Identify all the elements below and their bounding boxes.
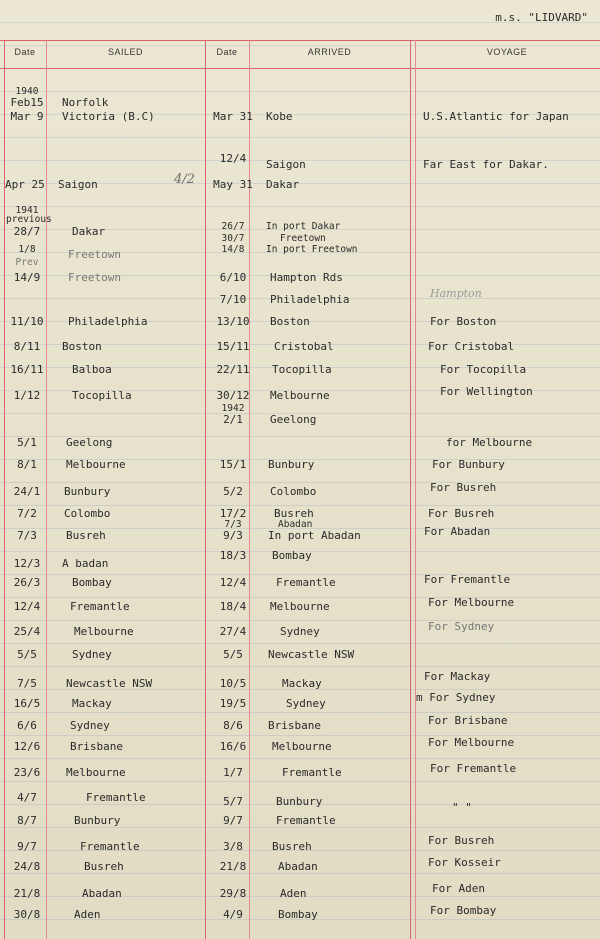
sailed-port: Fremantle	[86, 791, 146, 804]
table-row	[0, 625, 600, 645]
arrived-date: 12/4	[219, 152, 247, 165]
arrived-port: Cristobal	[274, 340, 334, 353]
arrived-port: Sydney	[286, 697, 326, 710]
arrived-port: Aden	[280, 887, 307, 900]
table-row	[0, 766, 600, 786]
arrived-port: In port Abadan	[268, 529, 361, 542]
sailed-port: Victoria (B.C)	[62, 110, 155, 123]
sailed-date: Feb15	[10, 96, 44, 109]
arrived-date: 6/10	[219, 271, 247, 284]
arrived-date: 7/3	[224, 519, 242, 530]
table-row	[0, 293, 600, 313]
sailed-date: 30/8	[13, 908, 41, 921]
sailed-date: 1/12	[13, 389, 41, 402]
arrived-date: 9/3	[223, 529, 243, 542]
arrived-date: 1/7	[223, 766, 243, 779]
arrived-date: Mar 31	[213, 110, 253, 123]
arrived-date: 13/10	[216, 315, 250, 328]
arrived-port: Newcastle NSW	[268, 648, 355, 661]
arrived-port: Hampton Rds	[270, 271, 343, 284]
sailed-port: Freetown	[68, 248, 121, 261]
sailed-date: 4/7	[17, 791, 37, 804]
voyage: For Boston	[430, 315, 497, 328]
voyage: Far East for Dakar.	[423, 158, 549, 171]
arrived-date: 19/5	[219, 697, 247, 710]
voyage: For Brisbane	[428, 714, 508, 727]
voyage: For Busreh	[428, 507, 495, 520]
table-row	[0, 413, 600, 433]
sailed-port: Bunbury	[74, 814, 121, 827]
voyage: For Kosseir	[428, 856, 501, 869]
sailed-port: Busreh	[84, 860, 124, 873]
sailed-date: 28/7	[13, 225, 41, 238]
table-row	[0, 860, 600, 880]
arrived-port: Abadan	[278, 519, 313, 530]
arrived-date: 22/11	[216, 363, 250, 376]
sailed-date: 12/4	[13, 600, 41, 613]
voyage: For Melbourne	[428, 596, 515, 609]
arrived-date: 15/11	[216, 340, 250, 353]
sailed-port: A badan	[62, 557, 109, 570]
arrived-date: 2/1	[223, 413, 243, 426]
sailed-port: Saigon	[58, 178, 98, 191]
sailed-date: 9/7	[17, 840, 37, 853]
arrived-port: Melbourne	[272, 740, 332, 753]
arrived-port: Colombo	[270, 485, 317, 498]
arrived-port: Busreh	[274, 507, 314, 520]
arrived-port: In port Freetown	[266, 244, 358, 255]
table-row	[0, 576, 600, 596]
arrived-date: 16/6	[219, 740, 247, 753]
arrived-port: Dakar	[266, 178, 300, 191]
arrived-date: 30/7	[221, 233, 245, 244]
voyage: U.S.Atlantic for Japan	[423, 110, 569, 123]
voyage: For Mackay	[424, 670, 491, 683]
voyage: For Busreh	[430, 481, 497, 494]
arrived-port: Abadan	[278, 860, 318, 873]
arrived-port: Sydney	[280, 625, 320, 638]
voyage: For Bunbury	[432, 458, 505, 471]
sailed-date: 24/8	[13, 860, 41, 873]
arrived-date: 17/2	[219, 507, 247, 520]
arrived-port: Brisbane	[268, 719, 321, 732]
table-row	[0, 529, 600, 549]
sailed-port: Melbourne	[74, 625, 134, 638]
sailed-port: Melbourne	[66, 458, 126, 471]
arrived-port: Philadelphia	[270, 293, 350, 306]
table-row	[0, 340, 600, 360]
arrived-date: 18/3	[219, 549, 247, 562]
sailed-date: 16/5	[13, 697, 41, 710]
arrived-port: Bombay	[272, 549, 312, 562]
voyage: For Bombay	[430, 904, 497, 917]
sailed-port: Dakar	[72, 225, 106, 238]
arrived-port: Saigon	[266, 158, 306, 171]
arrived-port: Fremantle	[276, 814, 336, 827]
arrived-date: 30/12	[216, 389, 250, 402]
arrived-date: 29/8	[219, 887, 247, 900]
sailed-date: 23/6	[13, 766, 41, 779]
header-sailed: SAILED	[107, 47, 143, 57]
arrived-date: 5/2	[223, 485, 243, 498]
arrived-port: Melbourne	[270, 389, 330, 402]
sailed-date: 8/7	[17, 814, 37, 827]
table-row	[0, 458, 600, 478]
sailed-port: Mackay	[72, 697, 112, 710]
arrived-port: Tocopilla	[272, 363, 332, 376]
sailed-port: Newcastle NSW	[66, 677, 153, 690]
sailed-date: 7/3	[17, 529, 37, 542]
sailed-port: Philadelphia	[68, 315, 148, 328]
voyage: For Sydney	[428, 620, 495, 633]
arrived-date: 26/7	[221, 221, 245, 232]
sailed-date: 8/1	[17, 458, 37, 471]
table-row	[0, 315, 600, 335]
arrived-date: 9/7	[223, 814, 243, 827]
arrived-date: 27/4	[219, 625, 247, 638]
arrived-date: 5/7	[223, 795, 243, 808]
sailed-date: 8/11	[13, 340, 41, 353]
sailed-port: Bombay	[72, 576, 112, 589]
sailed-date: 11/10	[10, 315, 44, 328]
sailed-date: 7/2	[17, 507, 37, 520]
sailed-port: Fremantle	[70, 600, 130, 613]
voyage: For Fremantle	[430, 762, 517, 775]
arrived-date: May 31	[213, 178, 253, 191]
arrived-date: 15/1	[219, 458, 247, 471]
sailed-port: Aden	[74, 908, 101, 921]
sailed-port: Busreh	[66, 529, 106, 542]
sailed-port: Freetown	[68, 271, 121, 284]
voyage: for Melbourne	[446, 436, 533, 449]
sailed-port: Sydney	[72, 648, 112, 661]
arrived-port: Fremantle	[276, 576, 336, 589]
arrived-port: Boston	[270, 315, 310, 328]
table-row	[0, 178, 600, 198]
sailed-date: 26/3	[13, 576, 41, 589]
arrived-date: 5/5	[223, 648, 243, 661]
sailed-date: 1940	[15, 86, 39, 97]
arrived-port: Busreh	[272, 840, 312, 853]
voyage: For Cristobal	[428, 340, 515, 353]
voyage: For Wellington	[440, 385, 533, 398]
table-row	[0, 908, 600, 928]
table-row	[0, 600, 600, 620]
sailed-port: Geelong	[66, 436, 113, 449]
header-bottom-rule	[0, 68, 600, 69]
arrived-port: Melbourne	[270, 600, 330, 613]
sailed-date: 25/4	[13, 625, 41, 638]
header-top-rule	[0, 40, 600, 41]
arrived-port: Geelong	[270, 413, 317, 426]
header-voyage: VOYAGE	[486, 47, 528, 57]
sailed-port: Balboa	[72, 363, 112, 376]
sailed-date: Apr 25	[5, 178, 45, 191]
header-arrived: ARRIVED	[307, 47, 352, 57]
table-row	[0, 436, 600, 456]
arrived-port: Freetown	[280, 233, 326, 244]
sailed-port: Boston	[62, 340, 102, 353]
arrived-date: 14/8	[221, 244, 245, 255]
table-row	[0, 648, 600, 668]
sailed-port: Melbourne	[66, 766, 126, 779]
sailed-date: 1941	[15, 205, 39, 216]
sailed-date: 21/8	[13, 887, 41, 900]
table-row	[0, 363, 600, 383]
voyage: " "	[452, 801, 472, 814]
voyage: For Busreh	[428, 834, 495, 847]
arrived-date: 7/10	[219, 293, 247, 306]
sailed-date: 5/1	[17, 436, 37, 449]
sailed-date: 6/6	[17, 719, 37, 732]
arrived-date: 3/8	[223, 840, 243, 853]
arrived-date: 21/8	[219, 860, 247, 873]
table-row	[0, 271, 600, 291]
sailed-port: Abadan	[82, 887, 122, 900]
sailed-date: 14/9	[13, 271, 41, 284]
arrived-date: 8/6	[223, 719, 243, 732]
arrived-port: Mackay	[282, 677, 322, 690]
sailed-date: previous	[6, 214, 52, 225]
arrived-port: Kobe	[266, 110, 293, 123]
sailed-date: 1/8	[18, 244, 36, 255]
sailed-date: Prev	[15, 257, 39, 268]
header-date-arrived: Date	[216, 47, 238, 57]
sailed-port: Colombo	[64, 507, 111, 520]
sailed-date: 7/5	[17, 677, 37, 690]
table-row	[0, 814, 600, 834]
arrived-date: 1942	[221, 403, 245, 414]
arrived-date: 12/4	[219, 576, 247, 589]
handwritten-note: 4/2	[174, 172, 195, 187]
sailed-date: 12/3	[13, 557, 41, 570]
voyage: For Abadan	[424, 525, 491, 538]
table-row	[0, 485, 600, 505]
pencil-note: Hampton	[430, 287, 482, 300]
arrived-date: 4/9	[223, 908, 243, 921]
sailed-date: Mar 9	[10, 110, 44, 123]
table-row	[0, 110, 600, 130]
sailed-date: 16/11	[10, 363, 44, 376]
voyage: For Tocopilla	[440, 363, 527, 376]
voyage: For Aden	[432, 882, 485, 895]
arrived-port: Fremantle	[282, 766, 342, 779]
arrived-port: Bombay	[278, 908, 318, 921]
sailed-port: Norfolk	[62, 96, 109, 109]
table-row	[0, 158, 600, 178]
voyage: m For Sydney	[416, 691, 496, 704]
vessel-name: m.s. "LIDVARD"	[495, 11, 588, 24]
sailed-port: Tocopilla	[72, 389, 132, 402]
sailed-date: 12/6	[13, 740, 41, 753]
sailed-date: 24/1	[13, 485, 41, 498]
arrived-port: Bunbury	[268, 458, 315, 471]
header-date-sailed: Date	[14, 47, 36, 57]
voyage: For Fremantle	[424, 573, 511, 586]
sailed-port: Brisbane	[70, 740, 123, 753]
arrived-date: 10/5	[219, 677, 247, 690]
arrived-port: Bunbury	[276, 795, 323, 808]
sailed-port: Bunbury	[64, 485, 111, 498]
table-row	[0, 740, 600, 760]
sailed-port: Fremantle	[80, 840, 140, 853]
arrived-date: 18/4	[219, 600, 247, 613]
arrived-port: In port Dakar	[266, 221, 341, 232]
sailed-date: 5/5	[17, 648, 37, 661]
sailed-port: Sydney	[70, 719, 110, 732]
voyage: For Melbourne	[428, 736, 515, 749]
